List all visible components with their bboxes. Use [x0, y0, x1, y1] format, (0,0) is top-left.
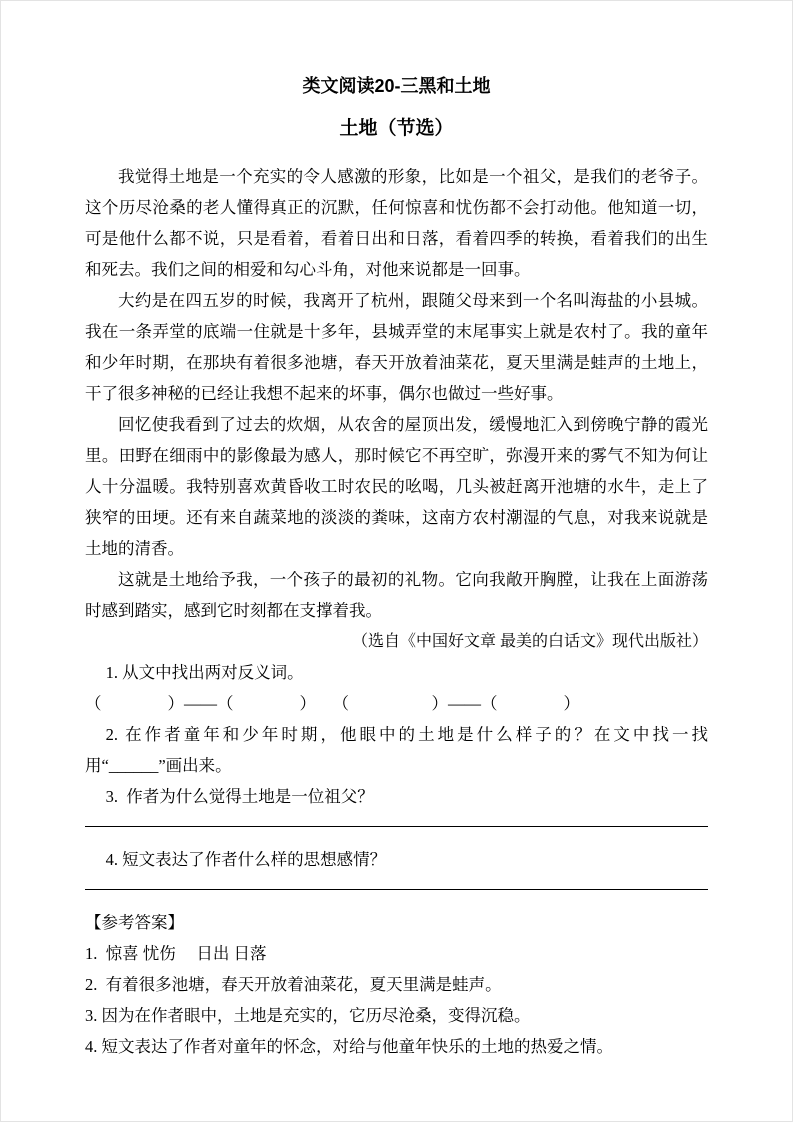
answer-line-q3 [85, 826, 708, 827]
reference-answer-2: 2. 有着很多池塘，春天开放着油菜花，夏天里满是蛙声。 [85, 975, 502, 994]
question-4: 4. 短文表达了作者什么样的思想感情？ [105, 850, 387, 869]
question-3: 3. 作者为什么觉得土地是一位祖父？ [105, 787, 374, 806]
passage-paragraph-3: 回忆使我看到了过去的炊烟，从农舍的屋顶出发，缓慢地汇入到傍晚宁静的霞光里。田野在细雨中的影像最为感人，那时候它不再空旷，弥漫开来的雾气不知为何让人十分温暖。我特别喜欢黄昏收工时农民的吆喝，几头被赶离开池塘的水牛，走上了狭窄的田埂。还有来自蔬菜地的淡淡的粪味，这南方农村潮湿的气息，对我来说就是土地的清香。 [85, 415, 708, 558]
passage-paragraph-2: 大约是在四五岁的时候，我离开了杭州，跟随父母来到一个名叫海盐的小县城。我在一条弄堂的底端一住就是十多年，县城弄堂的末尾事实上就是农村了。我的童年和少年时期，在那块有着很多池塘，春天开放着油菜花，夏天里满是蛙声的土地上，干了很多神秘的已经让我想不起来的坏事，偶尔也做过一些好事。 [85, 291, 708, 403]
reference-answer-4: 4. 短文表达了作者对童年的怀念，对给与他童年快乐的土地的热爱之情。 [85, 1037, 613, 1056]
reference-answers-header: 【参考答案】 [85, 913, 184, 932]
question-2: 2. 在作者童年和少年时期，他眼中的土地是什么样子的？在文中找一找用“______”画出来。 [85, 725, 708, 775]
reference-answer-3: 3. 因为在作者眼中，土地是充实的，它历尽沧桑，变得沉稳。 [85, 1006, 531, 1025]
reference-answer-1: 1. 惊喜 忧伤 日出 日落 [85, 944, 267, 963]
antonym-answer-blanks: （ ）——（ ） （ ）——（ ） [85, 694, 580, 713]
question-1: 1. 从文中找出两对反义词。 [105, 663, 304, 682]
document-title: 类文阅读20-三黑和土地 [302, 76, 491, 96]
passage-title: 土地（节选） [339, 118, 454, 139]
passage-paragraph-1: 我觉得土地是一个充实的令人感激的形象，比如是一个祖父，是我们的老爷子。这个历尽沧桑的老人懂得真正的沉默，任何惊喜和忧伤都不会打动他。他知道一切，可是他什么都不说，只是看着，看着日出和日落，看着四季的转换，看着我们的出生和死去。我们之间的相爱和勾心斗角，对他来说都是一回事。 [85, 167, 708, 279]
source-attribution: （选自《中国好文章 最美的白话文》现代出版社） [351, 633, 708, 650]
answer-line-q4 [85, 889, 708, 890]
passage-paragraph-4: 这就是土地给予我，一个孩子的最初的礼物。它向我敞开胸膛，让我在上面游荡时感到踏实，感到它时刻都在支撑着我。 [85, 570, 708, 620]
